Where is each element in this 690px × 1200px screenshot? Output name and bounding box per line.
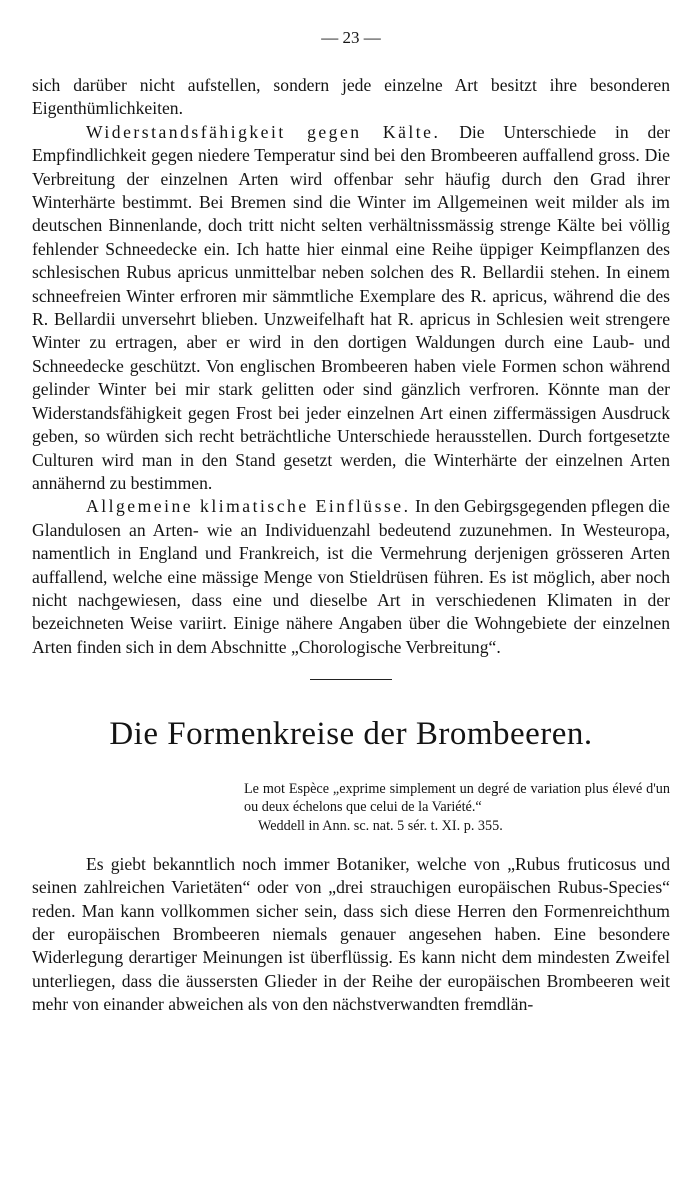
paragraph-lead-spaced: Widerstandsfähigkeit gegen Kälte.: [86, 121, 441, 142]
epigraph-quote: Le mot Espèce „exprime simplement un degré de variation plus élevé d'un ou deux échelons que celui de la Variété.“: [244, 781, 670, 816]
section-heading: Die Formenkreise der Brombeeren.: [109, 716, 593, 753]
paragraph-climate: [32, 495, 670, 659]
paragraph-lead-spaced: Allgemeine klimatische Einflüsse.: [86, 496, 411, 517]
page-number: — 23 —: [321, 28, 381, 47]
paragraph-continuation: [32, 74, 670, 121]
paragraph-cold-resistance: [32, 121, 670, 496]
paragraph-formenkreise: Es giebt bekanntlich noch immer Botaniker, welche von „Rubus fruticosus und seinen zahlreichen Varietäten“ oder von „drei strauchigen europäischen Rubus-Species“ reden. Man kann vollkommen sicher sein, dass sich diese Herren den Formenreichthum der europäischen Brombeeren niemals genauer angesehen haben. Eine besondere Widerlegung derartiger Meinungen ist überflüssig. Es kann nicht dem mindesten Zweifel unterliegen, dass die äussersten Glieder in der Reihe der europäischen Brombeeren weit mehr von einander abweichen als von den nächstverwandten fremdlän-: [32, 853, 670, 1015]
section-divider: [310, 679, 392, 680]
book-page: [32, 26, 670, 1017]
epigraph-citation: Weddell in Ann. sc. nat. 5 sér. t. XI. p. 355.: [258, 817, 503, 834]
paragraph-text: In den Gebirgsgegenden pflegen die Glandulosen an Arten- wie an Individuenzahl bedeutend zuzunehmen. In Westeuropa, namentlich in England und Frankreich, ist die Vermehrung derjenigen grösseren Arten auffallend, welche eine mässige Menge von Stieldrüsen führen. Es ist möglich, aber noch nicht nachgewiesen, dass eine und dieselbe Art in verschiedenen Klimaten in der bezeichneten Weise variirt. Einige nähere Angaben über die Wohngebiete der einzelnen Arten finden sich in dem Abschnitte „Chorologische Verbreitung“.: [32, 496, 670, 657]
paragraph-text: sich darüber nicht aufstellen, sondern jede einzelne Art besitzt ihre besonderen Eigenthümlichkeiten.: [32, 75, 670, 119]
epigraph: [244, 780, 670, 835]
paragraph-text: Die Unterschiede in der Empfindlichkeit gegen niedere Temperatur sind bei den Brombeeren auffallend gross. Die Verbreitung der einzelnen Arten wird offenbar sehr häufig durch den Grad ihrer Winterhärte bestimmt. Bei Bremen sind die Winter im Allgemeinen weit milder als im deutschen Binnenlande, doch tritt nicht selten verhältnissmässig strenge Kälte bei völlig fehlender Schneedecke ein. Ich hatte hier einmal eine Reihe üppiger Keimpflanzen des schlesischen Rubus apricus unmittelbar neben solchen des R. Bellardii stehen. In einem schneefreien Winter erfroren mir sämmtliche Exemplare des R. apricus, während die des R. Bellardii unversehrt blieben. Unzweifelhaft hat R. apricus in Schlesien weit strengere Winter zu ertragen, aber er wird in den dortigen Waldungen durch eine Laub- und Schneedecke geschützt. Von englischen Brombeeren haben viele Formen schon während gelinder Winter bei mir stark gelitten oder sind gänzlich verfroren. Könnte man der Widerstandsfähigkeit gegen Frost bei jeder einzelnen Art einen ziffermässigen Ausdruck geben, so würden sich recht beträchtliche Unterschiede herausstellen. Durch fortgesetzte Culturen wird man in den Stand gesetzt werden, die Winterhärte der einzelnen Arten annähernd zu bestimmen.: [32, 121, 671, 493]
